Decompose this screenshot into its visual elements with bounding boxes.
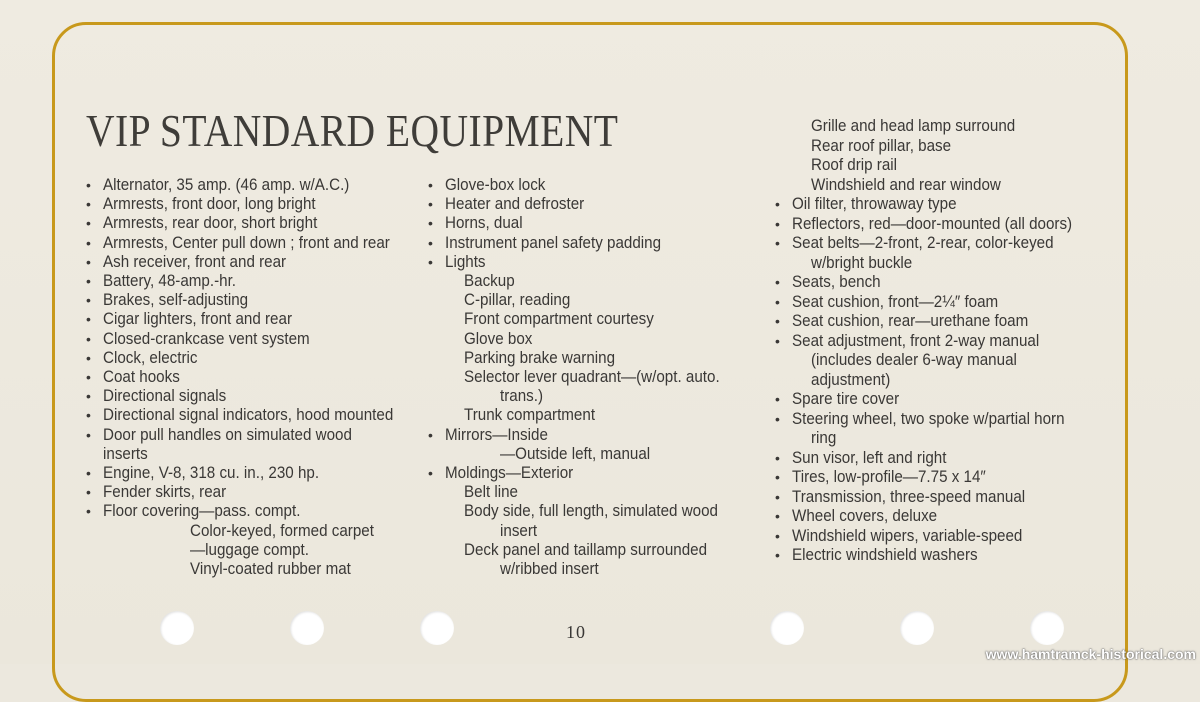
equipment-item bbox=[86, 214, 419, 233]
equipment-item bbox=[775, 449, 1096, 469]
equipment-item-text: Cigar lighters, front and rear bbox=[103, 310, 293, 329]
equipment-item bbox=[86, 291, 419, 310]
binder-hole bbox=[160, 611, 194, 645]
equipment-item-text: C-pillar, reading bbox=[464, 291, 571, 310]
equipment-item-text: Armrests, front door, long bright bbox=[103, 195, 316, 214]
equipment-subitem bbox=[428, 368, 742, 387]
equipment-item-text: Reflectors, red—door-mounted (all doors) bbox=[792, 214, 1073, 233]
equipment-item-text: Seat cushion, front—2¼″ foam bbox=[792, 292, 999, 311]
equipment-subitem bbox=[86, 445, 419, 464]
equipment-item-text: Front compartment courtesy bbox=[464, 310, 654, 329]
equipment-subitem bbox=[775, 176, 1096, 196]
equipment-item-text: Moldings—Exterior bbox=[445, 464, 574, 483]
equipment-item bbox=[775, 332, 1096, 352]
equipment-subitem bbox=[86, 541, 419, 560]
equipment-item-text: Seat belts—2-front, 2-rear, color-keyed bbox=[792, 234, 1054, 252]
equipment-item-text: Closed-crankcase vent system bbox=[103, 329, 310, 348]
equipment-item bbox=[86, 406, 419, 425]
equipment-item-text: —Outside left, manual bbox=[500, 444, 651, 463]
equipment-item-text: Steering wheel, two spoke w/partial horn bbox=[792, 409, 1065, 428]
equipment-item bbox=[86, 330, 419, 349]
equipment-item bbox=[428, 253, 742, 272]
equipment-item bbox=[86, 368, 419, 387]
equipment-item-text: —luggage compt. bbox=[190, 540, 309, 559]
equipment-item-text: Tires, low-profile—7.75 x 14″ bbox=[792, 468, 986, 486]
equipment-item bbox=[775, 468, 1096, 488]
equipment-item bbox=[86, 253, 419, 272]
equipment-item-text: Wheel covers, deluxe bbox=[792, 507, 938, 525]
equipment-item bbox=[775, 215, 1096, 235]
equipment-item-text: Spare tire cover bbox=[792, 390, 900, 408]
equipment-item-text: w/bright buckle bbox=[811, 253, 913, 272]
website-watermark: www.hamtramck-historical.com bbox=[985, 646, 1196, 662]
equipment-subitem bbox=[86, 560, 419, 579]
binder-hole bbox=[290, 611, 324, 645]
equipment-item bbox=[775, 293, 1096, 313]
equipment-item-text: Oil filter, throwaway type bbox=[792, 195, 957, 213]
equipment-item-text: Floor covering—pass. compt. bbox=[103, 502, 301, 521]
equipment-item bbox=[86, 176, 419, 195]
equipment-subitem bbox=[428, 387, 742, 406]
equipment-item-text: Door pull handles on simulated wood bbox=[103, 425, 352, 444]
equipment-item bbox=[775, 546, 1096, 566]
equipment-item-text: Seat adjustment, front 2-way manual bbox=[792, 331, 1040, 350]
equipment-item bbox=[86, 502, 419, 521]
equipment-item-text: inserts bbox=[103, 444, 148, 463]
equipment-item-text: Fender skirts, rear bbox=[103, 483, 227, 502]
equipment-subitem bbox=[775, 156, 1096, 176]
equipment-item-text: Coat hooks bbox=[103, 368, 180, 387]
equipment-item-text: Deck panel and taillamp surrounded bbox=[464, 540, 708, 559]
equipment-item bbox=[86, 464, 419, 483]
equipment-item-text: Transmission, three-speed manual bbox=[792, 487, 1026, 506]
equipment-subitem bbox=[428, 272, 742, 291]
equipment-subitem bbox=[775, 351, 1096, 371]
equipment-item bbox=[86, 483, 419, 502]
page-number: 10 bbox=[566, 622, 586, 642]
equipment-item-text: Directional signals bbox=[103, 387, 227, 406]
equipment-subitem bbox=[428, 310, 742, 329]
equipment-item-text: Windshield wipers, variable-speed bbox=[792, 526, 1023, 545]
equipment-item bbox=[775, 410, 1096, 430]
equipment-item-text: ring bbox=[811, 429, 837, 447]
equipment-item bbox=[775, 390, 1096, 410]
equipment-item-text: Glove box bbox=[464, 329, 533, 348]
equipment-item bbox=[775, 312, 1096, 332]
equipment-item bbox=[775, 488, 1096, 508]
equipment-item-text: Electric windshield washers bbox=[792, 546, 978, 564]
equipment-item-text: Alternator, 35 amp. (46 amp. w/A.C.) bbox=[103, 176, 350, 194]
equipment-item-text: Directional signal indicators, hood mounted bbox=[103, 406, 394, 425]
equipment-item-text: Engine, V-8, 318 cu. in., 230 hp. bbox=[103, 464, 320, 483]
equipment-subitem bbox=[775, 254, 1096, 274]
equipment-subitem bbox=[428, 522, 742, 541]
equipment-item bbox=[775, 507, 1096, 527]
page-title: VIP STANDARD EQUIPMENT bbox=[86, 105, 619, 156]
equipment-subitem bbox=[775, 117, 1096, 137]
equipment-item-text: Battery, 48-amp.-hr. bbox=[103, 272, 237, 291]
equipment-item-text: adjustment) bbox=[811, 370, 891, 389]
equipment-item bbox=[428, 195, 742, 214]
equipment-item bbox=[86, 272, 419, 291]
equipment-item-text: Trunk compartment bbox=[464, 406, 596, 425]
equipment-item-text: Selector lever quadrant—(w/opt. auto. bbox=[464, 368, 720, 387]
equipment-subitem bbox=[428, 502, 742, 521]
equipment-item-text: Belt line bbox=[464, 483, 519, 502]
equipment-item bbox=[428, 234, 742, 253]
equipment-subitem bbox=[428, 330, 742, 349]
equipment-item-text: Parking brake warning bbox=[464, 348, 616, 367]
equipment-subitem bbox=[775, 429, 1096, 449]
equipment-item bbox=[86, 195, 419, 214]
equipment-item bbox=[775, 527, 1096, 547]
equipment-item-text: Ash receiver, front and rear bbox=[103, 252, 287, 271]
equipment-item-text: Vinyl-coated rubber mat bbox=[190, 560, 351, 579]
equipment-subitem bbox=[428, 349, 742, 368]
equipment-item-text: Roof drip rail bbox=[811, 156, 898, 174]
equipment-item-text: Brakes, self-adjusting bbox=[103, 291, 249, 310]
equipment-column-1 bbox=[86, 176, 419, 579]
binder-hole bbox=[900, 611, 934, 645]
binder-hole bbox=[1030, 611, 1064, 645]
equipment-item-text: Armrests, rear door, short bright bbox=[103, 214, 318, 233]
equipment-item-text: Seats, bench bbox=[792, 273, 881, 291]
equipment-subitem bbox=[428, 291, 742, 310]
equipment-subitem bbox=[775, 137, 1096, 157]
equipment-item-text: Clock, electric bbox=[103, 348, 198, 367]
equipment-column-3 bbox=[775, 117, 1096, 566]
equipment-item-text: w/ribbed insert bbox=[500, 560, 599, 579]
equipment-item-text: Mirrors—Inside bbox=[445, 425, 548, 444]
equipment-item bbox=[86, 310, 419, 329]
equipment-subitem bbox=[428, 406, 742, 425]
equipment-item bbox=[428, 214, 742, 233]
equipment-subitem bbox=[86, 522, 419, 541]
equipment-item-text: Sun visor, left and right bbox=[792, 448, 947, 467]
equipment-item-text: Body side, full length, simulated wood bbox=[464, 502, 718, 521]
equipment-item bbox=[428, 176, 742, 195]
binder-hole bbox=[770, 611, 804, 645]
equipment-item-text: insert bbox=[500, 521, 538, 540]
equipment-item-text: Glove-box lock bbox=[445, 176, 546, 194]
equipment-item-text: Heater and defroster bbox=[445, 195, 585, 214]
equipment-item-text: Backup bbox=[464, 272, 515, 291]
equipment-item bbox=[775, 195, 1096, 215]
equipment-subitem bbox=[428, 560, 742, 579]
equipment-subitem bbox=[775, 371, 1096, 391]
equipment-column-2 bbox=[428, 176, 742, 579]
equipment-item-text: Armrests, Center pull down ; front and rear bbox=[103, 233, 390, 252]
equipment-item-text: Horns, dual bbox=[445, 214, 523, 233]
equipment-item bbox=[86, 234, 419, 253]
equipment-item-text: Color-keyed, formed carpet bbox=[190, 521, 374, 540]
equipment-item bbox=[428, 426, 742, 445]
equipment-item bbox=[86, 426, 419, 445]
equipment-item bbox=[775, 234, 1096, 254]
equipment-item-text: Rear roof pillar, base bbox=[811, 136, 952, 155]
equipment-item-text: Instrument panel safety padding bbox=[445, 233, 662, 252]
equipment-subitem bbox=[428, 541, 742, 560]
equipment-item bbox=[775, 273, 1096, 293]
equipment-item-text: Windshield and rear window bbox=[811, 175, 1001, 194]
equipment-item bbox=[428, 464, 742, 483]
equipment-item-text: trans.) bbox=[500, 387, 544, 406]
equipment-item bbox=[86, 387, 419, 406]
equipment-item-text: Lights bbox=[445, 252, 486, 271]
equipment-subitem bbox=[428, 445, 742, 464]
equipment-item bbox=[86, 349, 419, 368]
equipment-item-text: Seat cushion, rear—urethane foam bbox=[792, 312, 1029, 330]
equipment-subitem bbox=[428, 483, 742, 502]
equipment-item-text: (includes dealer 6-way manual bbox=[811, 351, 1017, 369]
binder-hole bbox=[420, 611, 454, 645]
equipment-item-text: Grille and head lamp surround bbox=[811, 117, 1016, 135]
